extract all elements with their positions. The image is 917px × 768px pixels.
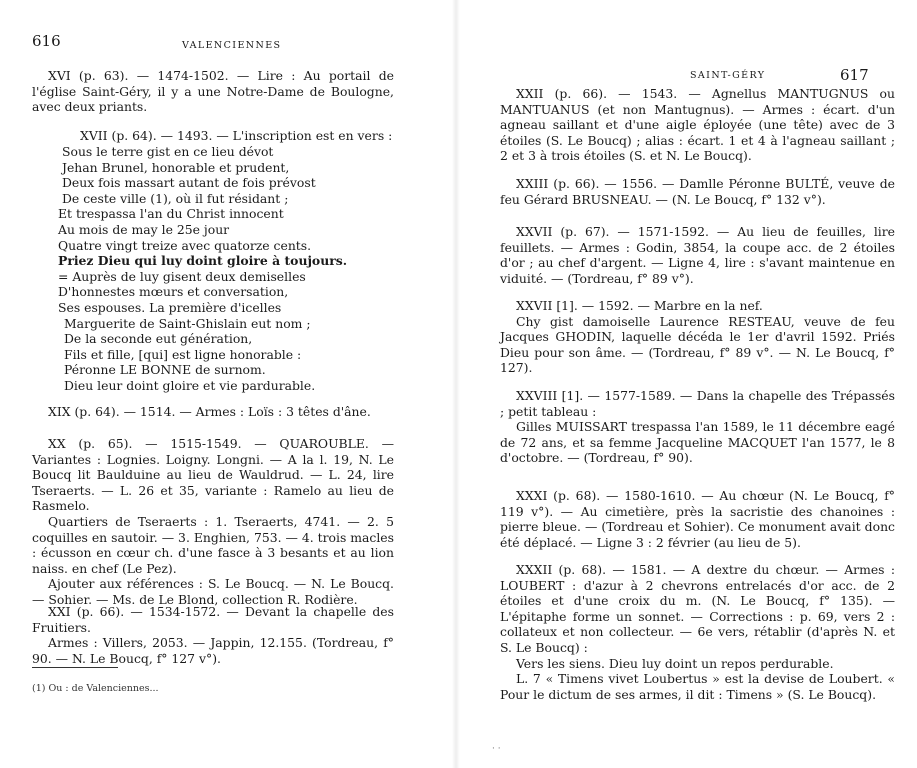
entry-text: XXVIII [1]. — 1577-1589. — Dans la chapelle des Trépassés ; petit tableau :: [500, 388, 895, 419]
verse-line: Ses espouses. La première d'icelles: [58, 299, 282, 315]
entry-text: Ajouter aux références : S. Le Boucq. — N. Le Boucq. — Sohier. — Ms. de Le Blond, collection R. Rodière.: [32, 576, 394, 607]
verse-line: Au mois de may le 25e jour: [58, 221, 230, 237]
entry-text: Gilles MUISSART trespassa l'an 1589, le 11 décembre eagé de 72 ans, et sa femme Jacqueline MACQUET l'an 1577, le 8 d'octobre. — (Tordreau, f° 90).: [500, 419, 895, 466]
footnote-rule: [32, 667, 118, 668]
entry-text: L. 7 « Timens vivet Loubertus » est la devise de Loubert. « Pour le dictum de ses armes, il dit : Timens » (S. Le Boucq).: [500, 671, 895, 702]
entry-text: Armes : Villers, 2053. — Jappin, 12.155. (Tordreau, f° 90. — N. Le Boucq, f° 127 v°).: [32, 635, 394, 666]
verse-line: Priez Dieu qui luy doint gloire à toujours.: [58, 253, 348, 269]
page-number-left: 616: [32, 32, 61, 50]
entry-text: Vers les siens. Dieu luy doint un repos perdurable.: [516, 655, 834, 671]
entry-xxxi: [500, 488, 895, 550]
entry-xxiii: [500, 176, 895, 207]
entry-xxviii-1: [500, 388, 895, 466]
entry-text: XX (p. 65). — 1515-1549. — QUAROUBLE. — Variantes : Lognies. Loigny. Longni. — A la l. 19, N. Le Boucq lit Baulduine au lieu de Wauldrud. — L. 24, lire Tseraerts. — L. 26 et 35, variante : Ramelo au lieu de Rasmelo.: [32, 436, 394, 514]
left-page: [0, 0, 455, 768]
verse-line: De ceste ville (1), où il fut résidant ;: [62, 190, 289, 206]
entry-text: XIX (p. 64). — 1514. — Armes : Loïs : 3 têtes d'âne.: [48, 404, 371, 419]
verse-line: Jehan Brunel, honorable et prudent,: [62, 159, 290, 175]
verse-line: Sous le terre gist en ce lieu dévot: [62, 144, 274, 159]
verse-line: = Auprès de luy gisent deux demiselles: [58, 268, 306, 284]
verse-line: Dieu leur doint gloire et vie pardurable.: [64, 377, 316, 393]
entry-xvi: [32, 68, 394, 115]
entry-text: Chy gist damoiselle Laurence RESTEAU, veuve de feu Jacques GHODIN, laquelle décéda le 1er d'avril 1592. Priés Dieu pour son âme. — (Tordreau, f° 89 v°. — N. Le Boucq, f° 127).: [500, 313, 895, 376]
entry-text: XXII (p. 66). — 1543. — Agnellus MANTUGNUS ou MANTUANUS (et non Mantugnus). — Armes : écart. d'un agneau saillant et d'une aigle éployée (une tête) avec de 3 étoiles (S. Le Boucq) ; alias : écart. 1 et 4 à l'agneau saillant ; 2 et 3 à trois étoiles (S. et N. Le Boucq).: [500, 86, 895, 164]
running-title-right: SAINT-GÉRY: [690, 70, 766, 81]
verse-line: Et trespassa l'an du Christ innocent: [58, 206, 284, 222]
entry-xxii: [500, 86, 895, 164]
entry-text: Quartiers de Tseraerts : 1. Tseraerts, 4741. — 2. 5 coquilles en sautoir. — 3. Enghien, 753. — 4. trois macles : écusson en cœur ch. d'une fasce à 3 besants et au lion naiss. en chef (Le Pez).: [32, 513, 394, 576]
entry-text: XVII (p. 64). — 1493. — L'inscription est en vers :: [80, 128, 393, 143]
right-page: [458, 0, 917, 768]
entry-text: XXI (p. 66). — 1534-1572. — Devant la chapelle des Fruitiers.: [32, 604, 394, 635]
entry-text: XXVII (p. 67). — 1571-1592. — Au lieu de feuilles, lire feuillets. — Armes : Godin, 3854, la coupe acc. de 2 étoiles d'or ; au chef d'argent. — Ligne 4, lire : s'avant maintenue en viduité. — (Tordreau, f° 89 v°).: [500, 224, 895, 286]
entry-xxvii-1: [500, 298, 895, 376]
entry-xxvii: [500, 224, 895, 286]
entry-text: XXXII (p. 68). — 1581. — A dextre du chœur. — Armes : LOUBERT : d'azur à 2 chevrons entrelacés d'or acc. de 2 étoiles et d'une croix du m. (N. Le Boucq, f° 135). — L'épitaphe forme un sonnet. — Corrections : p. 69, vers 2 : collateux et non collecteur. — 6e vers, rétablir (d'après N. et S. Le Boucq) :: [500, 562, 895, 655]
entry-xix: [32, 404, 394, 420]
verse-line: De la seconde eut génération,: [64, 331, 253, 347]
entry-xxxii: [500, 562, 895, 702]
page-number-right: 617: [840, 66, 869, 84]
footnote: (1) Ou : de Valenciennes...: [32, 683, 159, 694]
verse-line: Marguerite de Saint-Ghislain eut nom ;: [64, 315, 311, 331]
entry-text: XVI (p. 63). — 1474-1502. — Lire : Au portail de l'église Saint-Géry, il y a une Notre-Dame de Boulogne, avec deux priants.: [32, 68, 394, 115]
verse-line: Deux fois massart autant de fois prévost: [62, 175, 316, 191]
verse-line: D'honnestes mœurs et conversation,: [58, 284, 289, 300]
verse-line: Péronne LE BONNE de surnom.: [64, 362, 266, 378]
entry-xxi: [32, 604, 394, 666]
scan-speck: · ·: [492, 744, 501, 754]
running-title-left: VALENCIENNES: [182, 40, 282, 51]
entry-xx: [32, 436, 394, 608]
entry-text: XXVII [1]. — 1592. — Marbre en la nef.: [516, 298, 763, 313]
epitaph-verse: [32, 144, 394, 394]
verse-line: Fils et fille, [qui] est ligne honorable :: [64, 346, 302, 362]
verse-line: Quatre vingt treize avec quatorze cents.: [58, 237, 312, 253]
entry-text: XXXI (p. 68). — 1580-1610. — Au chœur (N. Le Boucq, f° 119 v°). — Au cimetière, près la sacristie des chanoines : pierre bleue. — (Tordreau et Sohier). Ce monument avait donc été déplacé. — Ligne 3 : 2 février (au lieu de 5).: [500, 488, 895, 550]
entry-xvii: [32, 128, 394, 144]
entry-text: XXIII (p. 66). — 1556. — Damlle Péronne BULTÉ, veuve de feu Gérard BRUSNEAU. — (N. Le Boucq, f° 132 v°).: [500, 176, 895, 207]
